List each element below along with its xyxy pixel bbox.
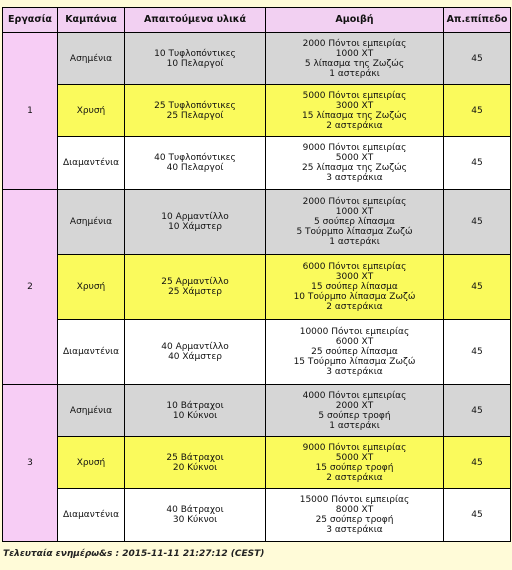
- material-line: 25 Βάτραχοι: [166, 452, 224, 463]
- reward-line: 2 αστεράκια: [326, 302, 383, 312]
- reward-line: 9000 Πόντοι εμπειρίας: [302, 442, 407, 453]
- last-updated-text: Τελευταία ενημέρω&s : 2015-11-11 21:27:12 (CEST): [3, 549, 265, 559]
- reward-line: 2 αστεράκια: [326, 472, 383, 483]
- reward-line: 2000 ΧΤ: [335, 400, 374, 411]
- material-line: 10 Κύκνοι: [172, 410, 218, 421]
- material-line: 40 Τυφλοπόντικες: [154, 153, 236, 163]
- reward-cell: [266, 137, 444, 190]
- reward-line: 15000 Πόντοι εμπειρίας: [299, 495, 410, 505]
- materials-cell: [125, 437, 266, 489]
- level-cell: 45: [444, 255, 511, 320]
- reward-line: 1000 ΧΤ: [335, 207, 374, 217]
- header-task: Εργασία: [3, 8, 58, 33]
- materials-cell: [125, 320, 266, 385]
- materials-cell: [125, 190, 266, 255]
- level-cell: 45: [444, 33, 511, 85]
- campaign-cell: Χρυσή: [58, 85, 125, 137]
- material-line: 10 Τυφλοπόντικες: [154, 48, 236, 59]
- header-materials: Απαιτούμενα υλικά: [125, 8, 266, 33]
- table-row: [3, 190, 511, 255]
- campaign-cell: Ασημένια: [58, 33, 125, 85]
- level-cell: 45: [444, 385, 511, 437]
- table-row: [3, 255, 511, 320]
- materials-cell: [125, 255, 266, 320]
- material-line: 40 Πελαργοί: [166, 163, 224, 173]
- level-cell: 45: [444, 137, 511, 190]
- table-row: [3, 385, 511, 437]
- reward-line: 15 Τούρμπο λίπασμα Ζωζώ: [293, 357, 416, 367]
- campaign-cell: Διαμαντένια: [58, 320, 125, 385]
- reward-line: 10 Τούρμπο λίπασμα Ζωζώ: [293, 292, 416, 302]
- reward-cell: [266, 385, 444, 437]
- table-row: [3, 137, 511, 190]
- reward-line: 25 σούπερ λίπασμα: [311, 347, 398, 357]
- materials-cell: [125, 137, 266, 190]
- reward-line: 3 αστεράκια: [326, 525, 383, 535]
- level-cell: 45: [444, 437, 511, 489]
- reward-cell: [266, 85, 444, 137]
- reward-line: 3 αστεράκια: [326, 173, 383, 183]
- reward-line: 1 αστεράκι: [329, 420, 380, 431]
- header-campaign: Καμπάνια: [58, 8, 125, 33]
- reward-line: 10000 Πόντοι εμπειρίας: [299, 327, 410, 337]
- task-number-cell: 2: [3, 190, 58, 385]
- reward-cell: [266, 255, 444, 320]
- reward-cell: [266, 33, 444, 85]
- reward-line: 25 λίπασμα της Ζωζώς: [302, 163, 407, 173]
- reward-line: 4000 Πόντοι εμπειρίας: [302, 390, 407, 401]
- reward-cell: [266, 489, 444, 542]
- table-body: [3, 33, 511, 542]
- reward-line: 6000 Πόντοι εμπειρίας: [302, 262, 407, 272]
- material-line: 25 Χάμστερ: [168, 287, 222, 297]
- material-line: 40 Αρμαντίλλο: [161, 342, 229, 352]
- level-cell: 45: [444, 190, 511, 255]
- header-reward: Αμοιβή: [266, 8, 444, 33]
- materials-cell: [125, 489, 266, 542]
- material-line: 30 Κύκνοι: [172, 515, 218, 525]
- reward-line: 5 λίπασμα της Ζωζώς: [304, 58, 405, 69]
- campaign-cell: Χρυσή: [58, 437, 125, 489]
- reward-line: 2000 Πόντοι εμπειρίας: [302, 38, 407, 49]
- material-line: 40 Βάτραχοι: [166, 505, 224, 515]
- reward-line: 3 αστεράκια: [326, 367, 383, 377]
- reward-line: 5000 ΧΤ: [335, 153, 374, 163]
- table-row: [3, 320, 511, 385]
- level-cell: 45: [444, 320, 511, 385]
- reward-line: 25 σούπερ τροφή: [315, 515, 394, 525]
- materials-cell: [125, 85, 266, 137]
- reward-cell: [266, 320, 444, 385]
- campaign-cell: Διαμαντένια: [58, 489, 125, 542]
- reward-cell: [266, 437, 444, 489]
- table-row: [3, 489, 511, 542]
- reward-line: 5 σούπερ λίπασμα: [314, 217, 395, 227]
- reward-line: 1 αστεράκι: [329, 237, 380, 247]
- reward-line: 3000 ΧΤ: [335, 272, 374, 282]
- task-number-cell: 3: [3, 385, 58, 542]
- reward-line: 5000 ΧΤ: [335, 452, 374, 463]
- table-row: [3, 33, 511, 85]
- reward-line: 15 σούπερ τροφή: [315, 462, 394, 473]
- reward-line: 6000 ΧΤ: [335, 337, 374, 347]
- campaign-cell: Χρυσή: [58, 255, 125, 320]
- rewards-table: [2, 7, 511, 542]
- reward-line: 2 αστεράκια: [326, 120, 383, 131]
- header-row: [3, 8, 511, 33]
- level-cell: 45: [444, 85, 511, 137]
- campaign-cell: Ασημένια: [58, 190, 125, 255]
- reward-line: 3000 ΧΤ: [335, 100, 374, 111]
- material-line: 10 Χάμστερ: [168, 222, 222, 232]
- reward-line: 1000 ΧΤ: [335, 48, 374, 59]
- material-line: 25 Πελαργοί: [166, 110, 224, 121]
- reward-line: 5 σούπερ τροφή: [318, 410, 391, 421]
- material-line: 25 Αρμαντίλλο: [161, 277, 229, 287]
- reward-line: 8000 ΧΤ: [335, 505, 374, 515]
- reward-line: 5 Τούρμπο λίπασμα Ζωζώ: [296, 227, 413, 237]
- table-row: [3, 85, 511, 137]
- reward-line: 2000 Πόντοι εμπειρίας: [302, 197, 407, 207]
- reward-line: 9000 Πόντοι εμπειρίας: [302, 143, 407, 153]
- material-line: 10 Πελαργοί: [166, 58, 224, 69]
- reward-cell: [266, 190, 444, 255]
- material-line: 40 Χάμστερ: [168, 352, 222, 362]
- material-line: 10 Αρμαντίλλο: [161, 212, 229, 222]
- header-level: Απ.επίπεδο: [444, 8, 511, 33]
- task-number-cell: 1: [3, 33, 58, 190]
- reward-line: 15 λίπασμα της Ζωζώς: [302, 110, 407, 121]
- materials-cell: [125, 385, 266, 437]
- material-line: 10 Βάτραχοι: [166, 400, 224, 411]
- campaign-cell: Διαμαντένια: [58, 137, 125, 190]
- level-cell: 45: [444, 489, 511, 542]
- material-line: 25 Τυφλοπόντικες: [154, 100, 236, 111]
- reward-line: 1 αστεράκι: [329, 68, 380, 79]
- reward-line: 15 σούπερ λίπασμα: [311, 282, 398, 292]
- reward-line: 5000 Πόντοι εμπειρίας: [302, 90, 407, 101]
- campaign-cell: Ασημένια: [58, 385, 125, 437]
- material-line: 20 Κύκνοι: [172, 462, 218, 473]
- table-row: [3, 437, 511, 489]
- materials-cell: [125, 33, 266, 85]
